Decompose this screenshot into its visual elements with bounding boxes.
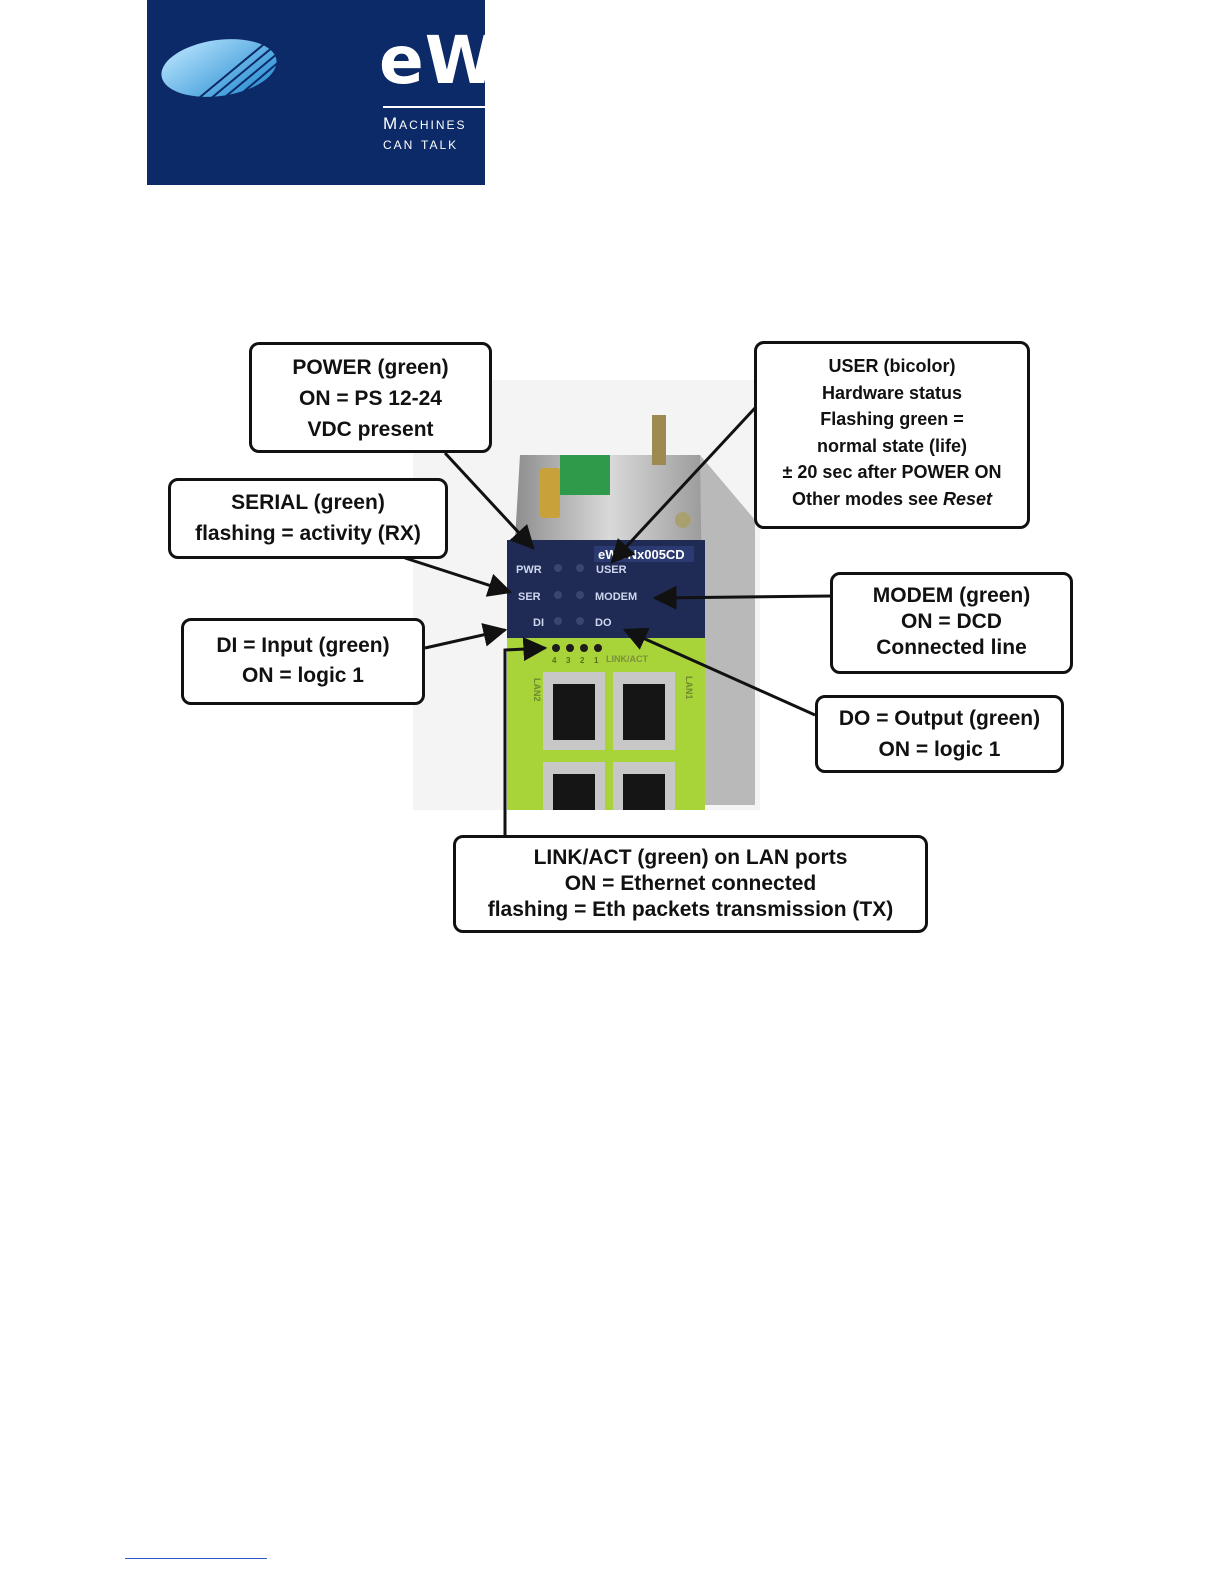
callout-line: Flashing green = (820, 409, 964, 429)
di-led-label: DI (533, 617, 544, 629)
user-led-label: USER (596, 564, 627, 576)
callout-line: Connected line (876, 636, 1027, 659)
mount-screw (675, 512, 691, 528)
modem-led (576, 591, 584, 599)
callout-line: LINK/ACT (green) on LAN ports (533, 846, 848, 869)
pwr-led (554, 564, 562, 572)
callout-line: SERIAL (green) (231, 491, 385, 514)
do-led-label: DO (595, 617, 612, 629)
reset-reference: Reset (943, 488, 993, 509)
callout-line: VDC present (307, 418, 434, 441)
terminal-block (560, 455, 610, 495)
callout-line: flashing = activity (RX) (195, 522, 421, 545)
do-led (576, 617, 584, 625)
rj45-socket (623, 774, 665, 810)
callout-line: DO = Output (green) (838, 707, 1041, 730)
user-led (576, 564, 584, 572)
callout-line: ON = PS 12-24 (299, 387, 442, 410)
linkact-led (566, 644, 574, 652)
port-number-3: 3 (566, 656, 571, 665)
port-number-1: 1 (594, 656, 599, 665)
di-led (554, 617, 562, 625)
logo-wordmark: eWON (379, 22, 612, 99)
callout-line: MODEM (green) (872, 584, 1031, 607)
callout-line: flashing = Eth packets transmission (TX) (487, 898, 894, 921)
callout-line-text: Other modes see (791, 488, 944, 509)
linkact-callout (453, 835, 928, 933)
user-callout (754, 341, 1030, 529)
linkact-led (594, 644, 602, 652)
power-callout (249, 342, 492, 453)
modem-led-label: MODEM (595, 591, 638, 603)
lan2-label: LAN2 (532, 678, 542, 702)
device-model-label: eWONx005CD (598, 547, 685, 562)
logo-tagline: Machines can talk (383, 114, 467, 153)
callout-line: ON = DCD (901, 610, 1002, 633)
di-callout (181, 618, 425, 705)
pwr-led-label: PWR (516, 564, 542, 576)
port-number-4: 4 (552, 656, 557, 665)
serial-callout (168, 478, 448, 559)
callout-line (757, 486, 1027, 513)
callout-line: ON = logic 1 (242, 664, 364, 687)
callout-line: ON = logic 1 (878, 738, 1001, 761)
antenna-connector (540, 468, 560, 518)
callout-line: USER (bicolor) (828, 356, 956, 376)
linkact-device-label: LINK/ACT (606, 654, 648, 664)
port-number-2: 2 (580, 656, 585, 665)
callout-line: POWER (green) (292, 356, 449, 379)
callout-line: Hardware status (821, 382, 963, 403)
callout-line: ON = Ethernet connected (564, 872, 817, 895)
ser-led (554, 591, 562, 599)
ser-led-label: SER (518, 591, 541, 603)
modem-arrow (655, 596, 832, 598)
lan1-label: LAN1 (684, 676, 694, 700)
callout-line: normal state (life) (816, 435, 968, 456)
linkact-led (552, 644, 560, 652)
modem-callout (830, 572, 1073, 674)
footnote-divider (125, 1558, 267, 1559)
rj45-socket (553, 774, 595, 810)
rj45-socket (553, 684, 595, 740)
do-callout (815, 695, 1064, 773)
linkact-led (580, 644, 588, 652)
callout-line: ± 20 sec after POWER ON (782, 462, 1002, 482)
rj45-socket (623, 684, 665, 740)
callout-line: DI = Input (green) (216, 634, 390, 657)
ground-screw (652, 415, 666, 465)
